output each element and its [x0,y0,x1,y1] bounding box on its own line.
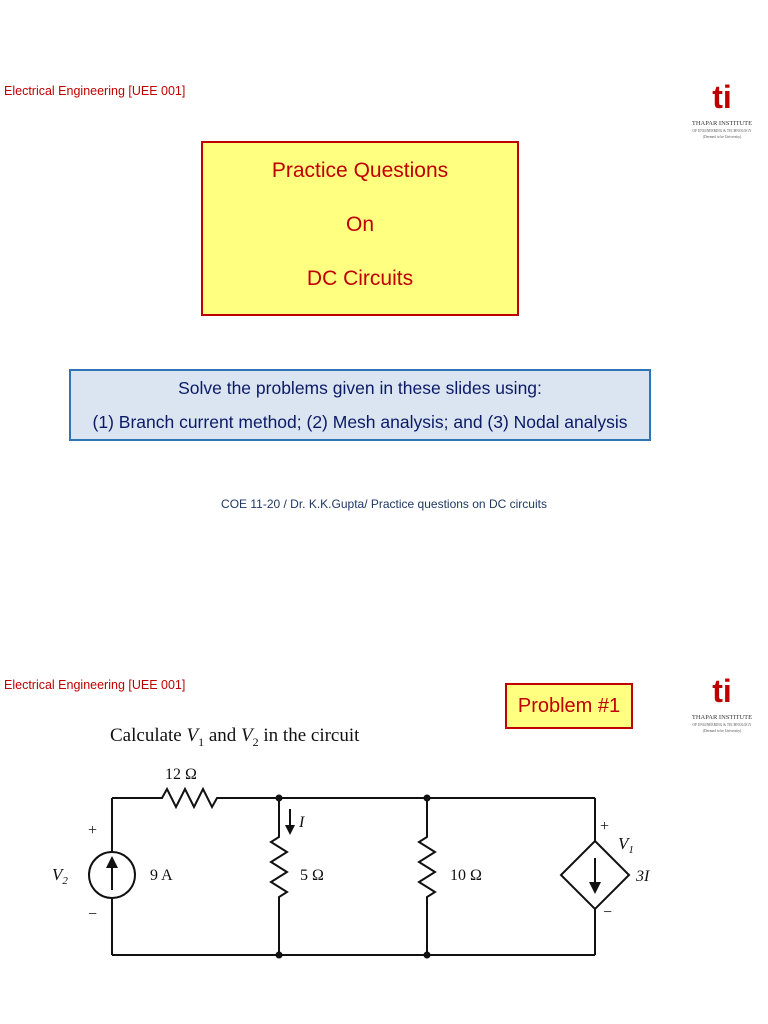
title-line-2: On [345,213,374,236]
logo-line-1: THAPAR INSTITUTE [691,120,753,127]
source-minus: − [88,906,98,923]
dep-value-label: 3I [636,868,650,885]
prompt-sub-1: 1 [198,734,205,749]
instruction-box [69,369,651,441]
prompt-text-1: Calculate [110,725,187,746]
source-plus: + [88,822,98,839]
institute-logo [682,80,762,146]
dep-minus: − [603,904,613,921]
course-header-2: Electrical Engineering [UEE 001] [4,678,186,692]
instruction-line-1: Solve the problems given in these slides using: [178,378,542,398]
prompt-text-3: in the circuit [258,725,360,746]
title-line-1: Practice Questions [271,159,449,182]
source-voltage-label: $V_2$ [52,865,68,887]
logo-line-3: (Deemed to be University) [702,135,742,139]
title-box [201,141,519,316]
node-dot [276,952,283,959]
source-value-label: 9 A [150,867,173,884]
node-dot [276,795,283,802]
current-label: I [299,814,305,831]
node-dot [424,952,431,959]
logo-letters-icon: ti [712,80,732,115]
node-dot [424,795,431,802]
title-line-3: DC Circuits [306,267,414,290]
dep-plus: + [600,818,610,835]
prompt-var-1: V [186,725,199,746]
slide-footer: COE 11-20 / Dr. K.K.Gupta/ Practice questions on DC circuits [221,497,547,511]
problem-prompt [110,725,359,750]
logo-line-2b: OF ENGINEERING & TECHNOLOGY [692,723,752,727]
course-header: Electrical Engineering [UEE 001] [4,84,186,98]
circuit-diagram [0,755,768,975]
logo-letters-icon-2: ti [712,674,732,709]
r-right-label: 10 Ω [450,867,482,884]
institute-logo-2 [682,674,762,740]
r-mid-label: 5 Ω [300,867,324,884]
dep-voltage-label: $V_1$ [618,834,634,856]
r-series-label: 12 Ω [165,766,197,783]
right-branch [419,798,435,955]
instruction-line-2: (1) Branch current method; (2) Mesh analysis; and (3) Nodal analysis [92,412,628,432]
logo-line-1b: THAPAR INSTITUTE [691,714,753,721]
prompt-sub-2: 2 [252,734,259,749]
logo-line-3b: (Deemed to be University) [702,729,742,733]
prompt-text-2: and [204,725,242,746]
prompt-var-2: V [241,725,253,746]
problem-label: Problem #1 [505,683,633,729]
top-wire [112,789,595,807]
mid-branch [271,798,287,955]
logo-line-2: OF ENGINEERING & TECHNOLOGY [692,129,752,133]
